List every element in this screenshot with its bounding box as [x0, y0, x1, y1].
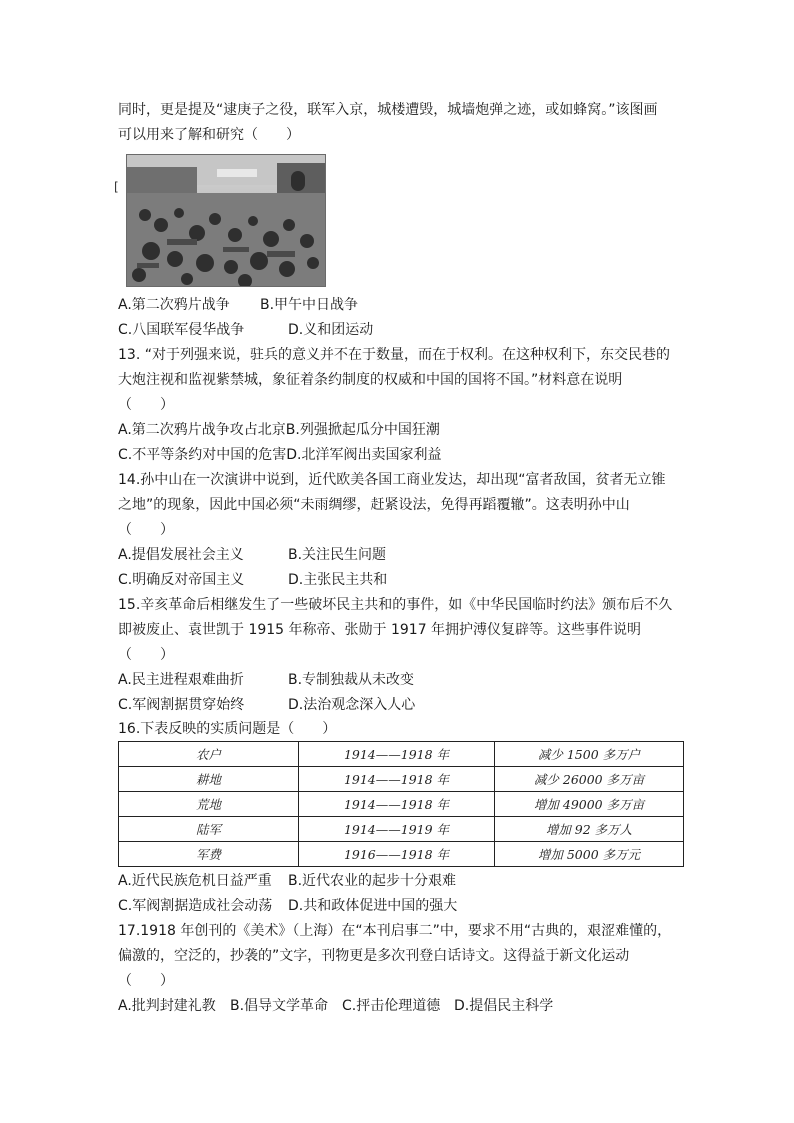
table-cell-change: 减少 1500 多万户 — [495, 742, 684, 767]
q14-option-b: B.关注民生问题 — [288, 547, 387, 563]
q15-option-a: A.民主进程艰难曲折 — [118, 672, 244, 688]
q15-option-c: C.军阀割据贯穿始终 — [118, 697, 245, 713]
q13-stem-line-2: 大炮注视和监视紫禁城，象征着条约制度的权威和中国的国将不国。”材料意在说明 — [118, 372, 623, 388]
table-row — [119, 817, 684, 842]
table-cell-change: 增加 5000 多万元 — [495, 842, 684, 867]
q14-option-d: D.主张民主共和 — [288, 572, 388, 588]
table-row — [119, 842, 684, 867]
table-row — [119, 742, 684, 767]
q14-option-c: C.明确反对帝国主义 — [118, 572, 245, 588]
q16-option-b: B.近代农业的起步十分艰难 — [288, 873, 457, 889]
table-cell-category: 农户 — [119, 742, 299, 767]
q15-answer-blank: （ ） — [118, 647, 174, 663]
q17-option-a: A.批判封建礼教 — [118, 998, 216, 1014]
table-cell-change: 增加 92 多万人 — [495, 817, 684, 842]
q12-option-d: D.义和团运动 — [288, 322, 374, 338]
q17-option-b: B.倡导文学革命 — [230, 998, 329, 1014]
q15-option-d: D.法治观念深入人心 — [288, 697, 416, 713]
q17-option-d: D.提倡民主科学 — [454, 998, 554, 1014]
photo-side-mark: [ — [114, 180, 119, 194]
table-cell-change: 增加 49000 多万亩 — [495, 792, 684, 817]
table-cell-category: 耕地 — [119, 767, 299, 792]
q12-stem-line-2: 可以用来了解和研究（ ） — [118, 127, 300, 143]
q17-option-c: C.抨击伦理道德 — [342, 998, 441, 1014]
table-row — [119, 767, 684, 792]
table-cell-period: 1914——1918 年 — [299, 792, 495, 817]
table-cell-period: 1914——1919 年 — [299, 817, 495, 842]
q13-option-ab: A.第二次鸦片战争攻占北京B.列强掀起瓜分中国狂潮 — [118, 422, 440, 438]
table-cell-category: 陆军 — [119, 817, 299, 842]
table-row — [119, 792, 684, 817]
q14-option-a: A.提倡发展社会主义 — [118, 547, 244, 563]
q16-data-table — [118, 741, 684, 867]
q17-stem-line-2: 偏激的，空泛的，抄袭的”文字，刊物更是多次刊登白话诗文。这得益于新文化运动 — [118, 948, 630, 964]
table-cell-change: 减少 26000 多万亩 — [495, 767, 684, 792]
table-cell-period: 1914——1918 年 — [299, 742, 495, 767]
q13-stem-line-1: 13. “对于列强来说，驻兵的意义并不在于数量，而在于权利。在这种权利下，东交民巷的 — [118, 347, 670, 363]
q12-option-a: A.第二次鸦片战争 — [118, 297, 230, 313]
q17-answer-blank: （ ） — [118, 973, 174, 989]
table-cell-category: 军费 — [119, 842, 299, 867]
q14-stem-line-2: 之地”的现象，因此中国必须“未雨绸缪，赶紧设法，免得再蹈覆辙”。这表明孙中山 — [118, 497, 630, 513]
q14-stem-line-1: 14.孙中山在一次演讲中说到，近代欧美各国工商业发达，却出现“富者敌国，贫者无立锥 — [118, 472, 666, 488]
q13-option-cd: C.不平等条约对中国的危害D.北洋军阀出卖国家利益 — [118, 447, 442, 463]
q16-stem: 16.下表反映的实质问题是（ ） — [118, 721, 337, 737]
q15-stem-line-2: 即被废止、袁世凯于 1915 年称帝、张勋于 1917 年拥护溥仪复辟等。这些事件说明 — [118, 622, 642, 638]
q12-option-c: C.八国联军侵华战争 — [118, 322, 245, 338]
q17-stem-line-1: 17.1918 年创刊的《美术》（上海）在“本刊启事二”中，要求不用“古典的，艰涩难懂的， — [118, 923, 672, 939]
q13-answer-blank: （ ） — [118, 397, 174, 413]
q15-option-b: B.专制独裁从未改变 — [288, 672, 415, 688]
q12-stem-line-1: 同时，更是提及“逮庚子之役，联军入京，城楼遭毁，城墙炮弹之迹，或如蜂窝。”该图画 — [118, 102, 658, 118]
q16-option-a: A.近代民族危机日益严重 — [118, 873, 272, 889]
q12-option-b: B.甲午中日战争 — [260, 297, 359, 313]
q14-answer-blank: （ ） — [118, 522, 174, 538]
table-cell-category: 荒地 — [119, 792, 299, 817]
table-cell-period: 1914——1918 年 — [299, 767, 495, 792]
q15-stem-line-1: 15.辛亥革命后相继发生了一些破坏民主共和的事件，如《中华民国临时约法》颁布后不久 — [118, 597, 673, 613]
q16-option-c: C.军阀割据造成社会动荡 — [118, 898, 273, 914]
q16-option-d: D.共和政体促进中国的强大 — [288, 898, 458, 914]
historical-photo — [126, 154, 326, 287]
table-cell-period: 1916——1918 年 — [299, 842, 495, 867]
